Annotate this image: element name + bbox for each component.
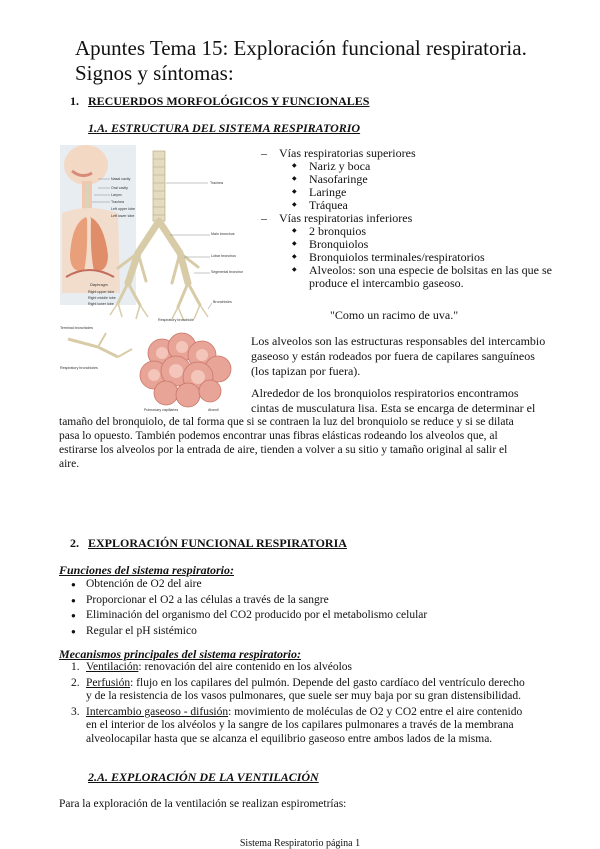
list-item: ● Obtención de O2 del aire (59, 577, 589, 593)
label-diaphragm: Diaphragm (90, 283, 108, 287)
list-item: ◆ Bronquiolos (259, 238, 579, 251)
list-item: ◆ Nariz y boca (259, 160, 579, 173)
list-item: ◆ 2 bronquios (259, 225, 579, 238)
description: : renovación del aire contenido en los alvéolos (138, 661, 353, 673)
bronquiolos-paragraph-bottom (59, 415, 589, 471)
label-right-middle-lobe: Right middle lobe (88, 296, 116, 300)
funciones-heading: Funciones del sistema respiratorio: (59, 563, 235, 577)
upper-airways-label: – Vías respiratorias superiores (259, 147, 579, 160)
paragraph-line: (los tapizan por fuera). (251, 364, 361, 378)
label-main-bronchus: Main bronchus (211, 232, 235, 236)
item-number: 3. (71, 705, 80, 718)
item-number: 2. (71, 676, 80, 689)
list-item-intercambio (59, 706, 594, 747)
label-respiratory-bronchiole: Respiratory bronchiole (158, 318, 194, 322)
description: y de la resistencia de los vasos pulmonares, que suele ser muy baja por su gran distensibilidad. (86, 690, 521, 702)
list-item: ◆ Laringe (259, 186, 579, 199)
label-segmental-bronchus: Segmental bronchus (211, 270, 243, 274)
label-oral-cavity: Oral cavity (111, 186, 128, 190)
label-pulmonary-capillaries: Pulmonary capillaries (144, 408, 179, 412)
label-bronchioles: Bronchioles (213, 300, 232, 304)
section-1-title: RECUERDOS MORFOLÓGICOS Y FUNCIONALES (88, 94, 370, 108)
page-title: Apuntes Tema 15: Exploración funcional respiratoria. Signos y síntomas: (75, 36, 527, 85)
paragraph-line: pasa lo opuesto. También podemos encontrar unas fibras elásticas rodeando los alveolos que, al (59, 430, 498, 442)
section-2-number: 2. (70, 536, 79, 550)
airways-list (259, 147, 579, 290)
bronquiolos-paragraph-top (251, 386, 581, 416)
alveolos-paragraph (251, 334, 591, 379)
section-1a-heading: 1.A. ESTRUCTURA DEL SISTEMA RESPIRATORIO (88, 121, 361, 135)
list-item: ● Eliminación del organismo del CO2 producido por el metabolismo celular (59, 608, 589, 624)
section-2-heading (70, 536, 347, 551)
term: Perfusión (86, 676, 131, 689)
funciones-list (59, 577, 589, 639)
label-lobar-bronchus: Lobar bronchus (211, 254, 236, 258)
label-left-upper-lobe: Left upper lobe (111, 207, 135, 211)
label-terminal-bronchioles: Terminal bronchioles (60, 326, 93, 330)
quote: "Como un racimo de uva." (330, 308, 459, 322)
paragraph-line: aire. (59, 458, 80, 470)
list-item: ◆ Bronquiolos terminales/respiratorios (259, 251, 579, 264)
paragraph-line: estirarse los alveolos por la entrada de aire, tienden a volver a su sitio y tamaño original al salir el (59, 444, 508, 456)
lower-airways-label: – Vías respiratorias inferiores (259, 212, 579, 225)
list-item: ◆ Nasofaringe (259, 173, 579, 186)
alveolos-line-2: produce el intercambio gaseoso. (309, 276, 464, 290)
term: Ventilación (86, 661, 139, 673)
mecanismos-heading: Mecanismos principales del sistema respiratorio: (59, 647, 302, 661)
ventilacion-intro: Para la exploración de la ventilación se realizan espirometrías: (59, 798, 347, 810)
label-nasal-cavity: Nasal cavity (111, 177, 131, 181)
paragraph-line: cintas de musculatura lisa. Esta se encarga de determinar el (251, 401, 536, 415)
paragraph-line: Los alveolos son las estructuras responsables del intercambio (251, 334, 546, 348)
alveolos-line-1: ◆ Alveolos: son una especie de bolsitas en las que se (309, 263, 552, 277)
label-trachea-right: Trachea (210, 181, 224, 185)
paragraph-line: gaseoso y están rodeados por fuera de capilares sanguíneos (251, 349, 535, 363)
label-alveoli: Alveoli (208, 408, 219, 412)
term: Intercambio gaseoso - difusión (86, 705, 229, 718)
label-respiratory-bronchioles: Respiratory bronchioles (60, 366, 98, 370)
description: en el interior de los alvéolos y la sangre de los capilares pulmonares a través de la membrana (86, 719, 514, 731)
label-right-lower-lobe: Right lower lobe (88, 302, 114, 306)
section-1-number: 1. (70, 94, 79, 108)
list-item-ventilacion (59, 661, 594, 675)
section-1-heading (70, 94, 369, 109)
description: : movimiento de moléculas de O2 y CO2 entre el aire contenido (228, 705, 523, 718)
paragraph-line: tamaño del bronquiolo, de tal forma que si se contraen la luz del bronquiolo se reduce y si se dilata (59, 416, 514, 428)
respiratory-system-illustration (58, 143, 243, 415)
item-number: 1. (71, 661, 80, 673)
label-right-upper-lobe: Right upper lobe (88, 290, 115, 294)
respiratory-system-figure (58, 143, 243, 415)
label-left-lower-lobe: Left lower lobe (111, 214, 135, 218)
list-item: ● Regular el pH sistémico (59, 624, 589, 640)
mecanismos-list (59, 661, 594, 748)
section-2a-heading: 2.A. EXPLORACIÓN DE LA VENTILACIÓN (88, 770, 319, 784)
label-larynx: Larynx (111, 193, 122, 197)
list-item-perfusion (59, 677, 594, 704)
list-item: ● Proporcionar el O2 a las células a través de la sangre (59, 593, 589, 609)
list-item: ◆ Tráquea (259, 199, 579, 212)
section-2-title: EXPLORACIÓN FUNCIONAL RESPIRATORIA (88, 536, 347, 550)
paragraph-line: Alrededor de los bronquiolos respiratorios encontramos (251, 386, 519, 400)
description: : flujo en los capilares del pulmón. Depende del gasto cardíaco del ventrículo derecho (130, 676, 525, 689)
list-item-alveolos (259, 264, 579, 290)
description: alveolocapilar hasta que se alcanza el equilibrio gaseoso entre ambos lados de la misma. (86, 732, 493, 745)
page-footer: Sistema Respiratorio página 1 (239, 838, 361, 849)
label-trachea-left: Trachea (111, 200, 125, 204)
